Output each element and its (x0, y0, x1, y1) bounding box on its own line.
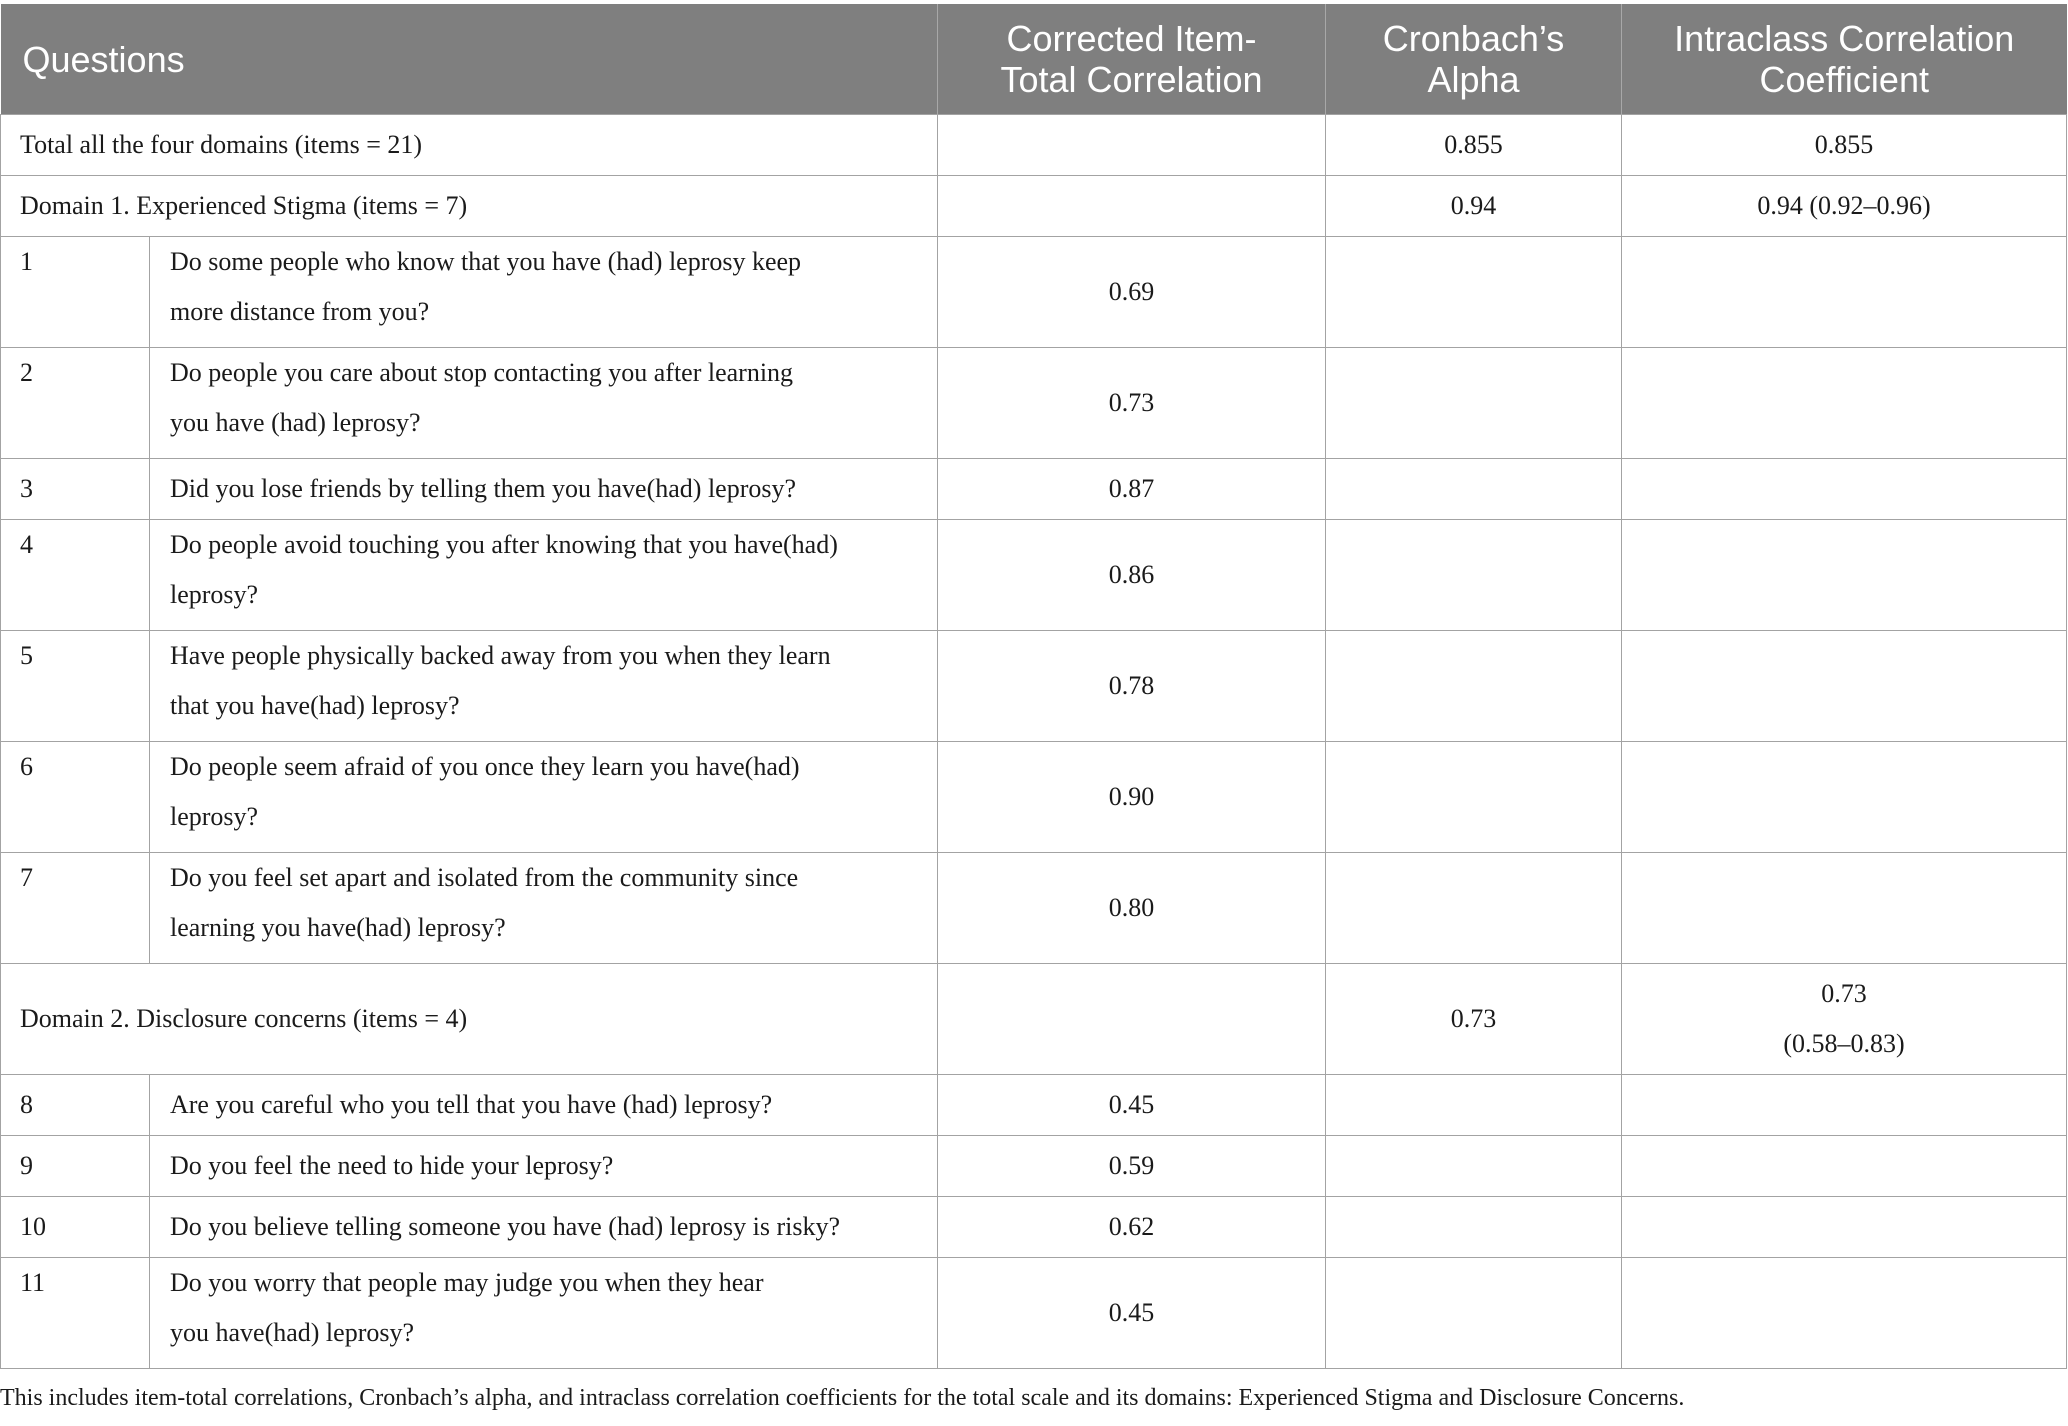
item-number: 8 (1, 1075, 150, 1136)
item-corrected-correlation: 0.45 (938, 1258, 1326, 1369)
item-icc-empty (1622, 1075, 2067, 1136)
item-icc-empty (1622, 631, 2067, 742)
item-number: 3 (1, 459, 150, 520)
domain1-icc: 0.94 (0.92–0.96) (1622, 176, 2067, 237)
header-corrected-line1: Corrected Item- (1006, 18, 1257, 59)
item-alpha-empty (1326, 237, 1622, 348)
domain1-row (1, 176, 2067, 237)
item-corrected-correlation: 0.80 (938, 853, 1326, 964)
table-footnote: This includes item-total correlations, Cronbach’s alpha, and intraclass correlation coefficients for the total scale and its domains: Experienced Stigma and Disclosure Concerns. (0, 1385, 1685, 1411)
question-line2: you have (had) leprosy? (170, 408, 421, 437)
domain2-icc-interval: (0.58–0.83) (1783, 1029, 1905, 1058)
item-alpha-empty (1326, 1136, 1622, 1197)
item-question (150, 520, 938, 631)
item-question: Do you feel the need to hide your leprosy? (150, 1136, 938, 1197)
item-question (150, 742, 938, 853)
reliability-table (0, 4, 2067, 1369)
item-question (150, 1258, 938, 1369)
question-line2: that you have(had) leprosy? (170, 691, 460, 720)
item-question: Did you lose friends by telling them you have(had) leprosy? (150, 459, 938, 520)
item-number: 10 (1, 1197, 150, 1258)
question-line1: Have people physically backed away from you when they learn (170, 641, 831, 670)
domain1-corrected (938, 176, 1326, 237)
domain2-label: Domain 2. Disclosure concerns (items = 4) (1, 964, 938, 1075)
header-questions: Questions (1, 4, 938, 115)
item-icc-empty (1622, 459, 2067, 520)
header-row (1, 4, 2067, 115)
header-corrected-item-total-correlation (938, 4, 1326, 115)
table-row (1, 459, 2067, 520)
item-question (150, 631, 938, 742)
item-icc-empty (1622, 520, 2067, 631)
header-cronbachs-alpha (1326, 4, 1622, 115)
question-line2: learning you have(had) leprosy? (170, 913, 506, 942)
table-row (1, 348, 2067, 459)
item-alpha-empty (1326, 631, 1622, 742)
item-alpha-empty (1326, 1197, 1622, 1258)
item-number: 7 (1, 853, 150, 964)
item-icc-empty (1622, 1197, 2067, 1258)
item-corrected-correlation: 0.86 (938, 520, 1326, 631)
item-question (150, 237, 938, 348)
item-corrected-correlation: 0.90 (938, 742, 1326, 853)
header-alpha-line2: Alpha (1427, 59, 1520, 100)
item-question (150, 348, 938, 459)
item-alpha-empty (1326, 1075, 1622, 1136)
domain1-alpha: 0.94 (1326, 176, 1622, 237)
item-corrected-correlation: 0.87 (938, 459, 1326, 520)
item-number: 5 (1, 631, 150, 742)
table-row (1, 237, 2067, 348)
table-row (1, 1136, 2067, 1197)
item-alpha-empty (1326, 742, 1622, 853)
item-question: Are you careful who you tell that you have (had) leprosy? (150, 1075, 938, 1136)
table-row (1, 631, 2067, 742)
question-line1: Do some people who know that you have (had) leprosy keep (170, 247, 802, 276)
item-corrected-correlation: 0.45 (938, 1075, 1326, 1136)
item-alpha-empty (1326, 348, 1622, 459)
header-alpha-line1: Cronbach’s (1382, 18, 1565, 59)
item-question (150, 853, 938, 964)
item-number: 4 (1, 520, 150, 631)
question-line1: Do you feel set apart and isolated from the community since (170, 863, 799, 892)
table-row (1, 742, 2067, 853)
item-number: 11 (1, 1258, 150, 1369)
item-icc-empty (1622, 1258, 2067, 1369)
question-line2: more distance from you? (170, 297, 430, 326)
question-line2: you have(had) leprosy? (170, 1318, 415, 1347)
domain1-label: Domain 1. Experienced Stigma (items = 7) (1, 176, 938, 237)
item-number: 6 (1, 742, 150, 853)
item-alpha-empty (1326, 459, 1622, 520)
table-row (1, 520, 2067, 631)
item-icc-empty (1622, 1136, 2067, 1197)
question-line1: Do people seem afraid of you once they learn you have(had) (170, 752, 800, 781)
item-icc-empty (1622, 237, 2067, 348)
item-number: 1 (1, 237, 150, 348)
item-corrected-correlation: 0.78 (938, 631, 1326, 742)
question-line2: leprosy? (170, 580, 259, 609)
header-icc-line2: Coefficient (1759, 59, 1929, 100)
header-corrected-line2: Total Correlation (1000, 59, 1263, 100)
total-alpha: 0.855 (1326, 115, 1622, 176)
item-alpha-empty (1326, 520, 1622, 631)
item-corrected-correlation: 0.69 (938, 237, 1326, 348)
total-row (1, 115, 2067, 176)
total-icc: 0.855 (1622, 115, 2067, 176)
item-number: 2 (1, 348, 150, 459)
domain2-alpha: 0.73 (1326, 964, 1622, 1075)
item-corrected-correlation: 0.59 (938, 1136, 1326, 1197)
item-question: Do you believe telling someone you have (had) leprosy is risky? (150, 1197, 938, 1258)
header-icc-line1: Intraclass Correlation (1674, 18, 2015, 59)
table-row (1, 1258, 2067, 1369)
domain2-corrected (938, 964, 1326, 1075)
item-alpha-empty (1326, 853, 1622, 964)
question-line1: Do people avoid touching you after knowing that you have(had) (170, 530, 838, 559)
question-line2: leprosy? (170, 802, 259, 831)
domain2-icc (1622, 964, 2067, 1075)
item-corrected-correlation: 0.73 (938, 348, 1326, 459)
item-corrected-correlation: 0.62 (938, 1197, 1326, 1258)
table-row (1, 853, 2067, 964)
table-row (1, 1075, 2067, 1136)
total-corrected (938, 115, 1326, 176)
domain2-row (1, 964, 2067, 1075)
item-number: 9 (1, 1136, 150, 1197)
item-alpha-empty (1326, 1258, 1622, 1369)
item-icc-empty (1622, 348, 2067, 459)
question-line1: Do you worry that people may judge you when they hear (170, 1268, 764, 1297)
domain2-icc-value: 0.73 (1821, 979, 1867, 1008)
question-line1: Do people you care about stop contacting you after learning (170, 358, 794, 387)
item-icc-empty (1622, 742, 2067, 853)
header-intraclass-correlation (1622, 4, 2067, 115)
item-icc-empty (1622, 853, 2067, 964)
table-row (1, 1197, 2067, 1258)
total-label: Total all the four domains (items = 21) (1, 115, 938, 176)
